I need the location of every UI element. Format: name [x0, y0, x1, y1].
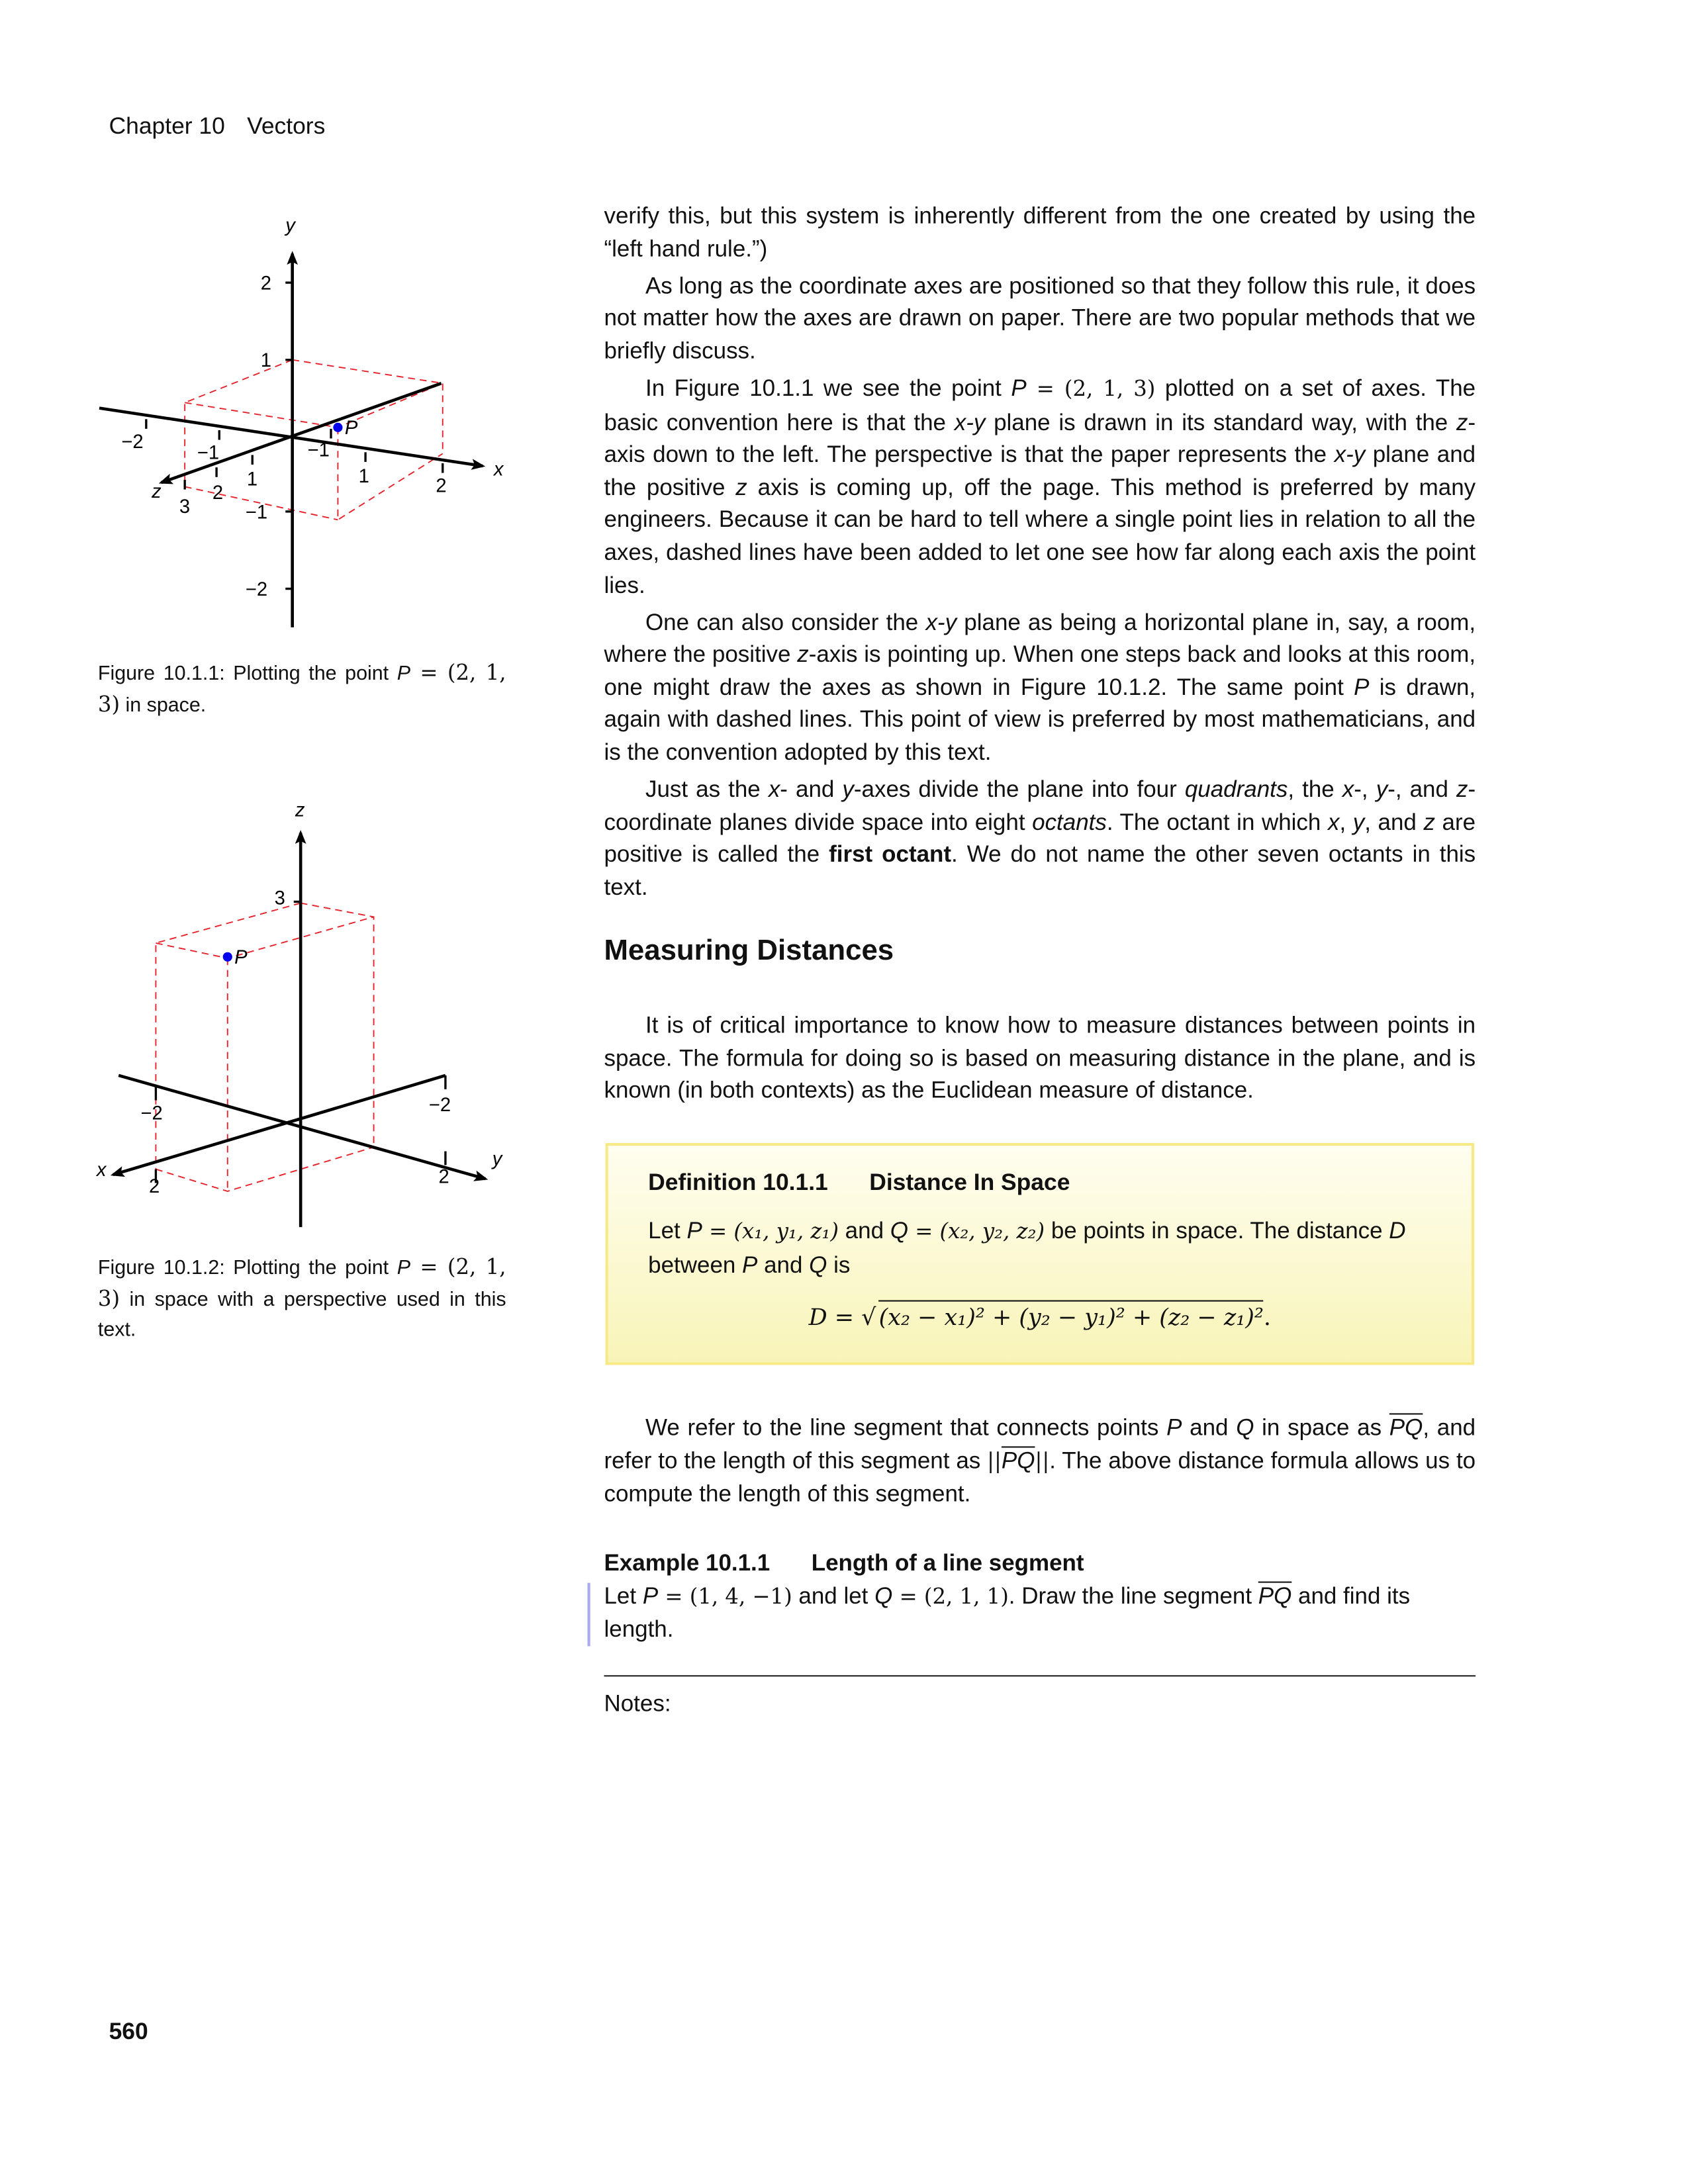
z-axis-label: z	[152, 481, 162, 503]
svg-text:−1: −1	[197, 442, 220, 464]
svg-text:−1: −1	[245, 502, 268, 523]
chapter-number: Chapter 10	[109, 113, 225, 140]
svg-text:2: 2	[438, 1166, 449, 1188]
z-axis-label: z	[295, 799, 305, 821]
running-head	[109, 113, 326, 141]
point-label: P	[344, 418, 358, 439]
example-block	[604, 1547, 1476, 1646]
notes-divider	[604, 1675, 1476, 1676]
x-axis-label: x	[493, 459, 504, 480]
example-body: Let P = (1, 4, −1) and let Q = (2, 1, 1). Draw the line segment $\overline{PQ}$ and find its length.	[604, 1582, 1411, 1643]
paragraph: In Figure 10.1.1 we see the point P = (2, 1, 3) plotted on a set of axes. The basic convention here is that the x-y plane is drawn in its standard way, with the z-axis down to the left. The perspective is that the paper represents the x-y plane and the positive z axis is coming up, off the page. This method is preferred by many engineers. Because it can be hard to tell where a single point lies in relation to all the axes, dashed lines have been added to let one see how far along each axis the point lies.	[604, 375, 1476, 598]
definition-label: Definition 10.1.1	[648, 1169, 828, 1196]
section-title: Measuring Distances	[604, 934, 894, 967]
svg-text:−2: −2	[245, 578, 268, 600]
example-margin-bar	[587, 1583, 590, 1647]
y-axis-label: y	[492, 1148, 502, 1170]
svg-text:2: 2	[436, 475, 447, 497]
svg-text:2: 2	[212, 482, 224, 504]
svg-text:1: 1	[260, 350, 271, 372]
figure-10-1-2-caption: Figure 10.1.2: Plotting the point P = (2, 1, 3) in space with a perspective used in this text.	[97, 1254, 506, 1342]
figure-10-1-1-caption: Figure 10.1.1: Plotting the point P = (2, 1, 3) in space.	[97, 660, 506, 717]
x-axis-label: x	[96, 1160, 107, 1181]
y-axis-label: y	[285, 214, 295, 236]
definition-heading	[648, 1169, 1070, 1197]
distance-formula: D = √ (x₂ − x₁)² + (y₂ − y₁)² + (z₂ − z₁)².	[608, 1300, 1472, 1331]
definition-body: Let P = (x₁, y₁, z₁) and Q = (x₂, y₂, z₂) be points in space. The distance D between P and Q is	[648, 1217, 1406, 1278]
chapter-title: Vectors	[247, 113, 326, 140]
paragraph: One can also consider the x-y plane as being a horizontal plane in, say, a room, where the positive z-axis is pointing up. When one steps back and looks at this room, one might draw the axes as shown in Figure 10.1.2. The same point P is drawn, again with dashed lines. This point of view is preferred by most mathematicians, and is the convention adopted by this text.	[604, 609, 1476, 766]
svg-text:1: 1	[358, 466, 369, 488]
svg-text:2: 2	[260, 273, 271, 295]
z-axis	[162, 383, 442, 482]
svg-text:−2: −2	[121, 432, 144, 453]
main-text	[604, 200, 1476, 909]
notes-label: Notes:	[604, 1690, 671, 1717]
definition-box	[606, 1143, 1474, 1365]
page-number: 560	[109, 2018, 148, 2045]
paragraph: It is of critical importance to know how to measure distances between points in space. The formula for doing so is based on measuring distance in the plane, and is known (in both contexts) as the Euclidean measure of distance.	[604, 1012, 1476, 1104]
point-p	[223, 952, 232, 962]
svg-text:−1: −1	[307, 439, 330, 461]
svg-text:−2: −2	[428, 1095, 451, 1116]
example-heading	[604, 1547, 1476, 1579]
main-text-3	[604, 1412, 1476, 1516]
paragraph: Just as the x- and y-axes divide the plane into four quadrants, the x-, y-, and z-coordinate planes divide space into eight octants. The octant in which x, y, and z are positive is called the first octant. We do not name the other seven octants in this text.	[604, 776, 1476, 901]
definition-title: Distance In Space	[869, 1169, 1070, 1196]
point-p	[333, 423, 342, 432]
svg-text:2: 2	[148, 1176, 160, 1198]
x-axis	[113, 1075, 445, 1175]
point-label: P	[234, 947, 248, 969]
figure-10-1-1	[0, 193, 579, 648]
example-label: Example 10.1.1	[604, 1549, 771, 1576]
example-title: Length of a line segment	[811, 1549, 1084, 1576]
svg-text:3: 3	[274, 887, 285, 909]
paragraph: As long as the coordinate axes are positioned so that they follow this rule, it does not matter how the axes are drawn on paper. There are two popular methods that we briefly discuss.	[604, 272, 1476, 364]
svg-text:1: 1	[246, 469, 258, 490]
svg-text:3: 3	[179, 496, 191, 518]
paragraph: We refer to the line segment that connects points P and Q in space as $\overline{PQ}$, and refer to the length of this segment as $||\overline{PQ}||$. The above distance formula allows us to compute the length of this segment.	[604, 1414, 1476, 1508]
dashed-box	[156, 903, 373, 1191]
svg-text:−2: −2	[140, 1103, 163, 1124]
main-text-2	[604, 1009, 1476, 1112]
figure-10-1-2	[0, 786, 579, 1240]
paragraph: verify this, but this system is inherently different from the one created by using the “left hand rule.”)	[604, 203, 1476, 261]
